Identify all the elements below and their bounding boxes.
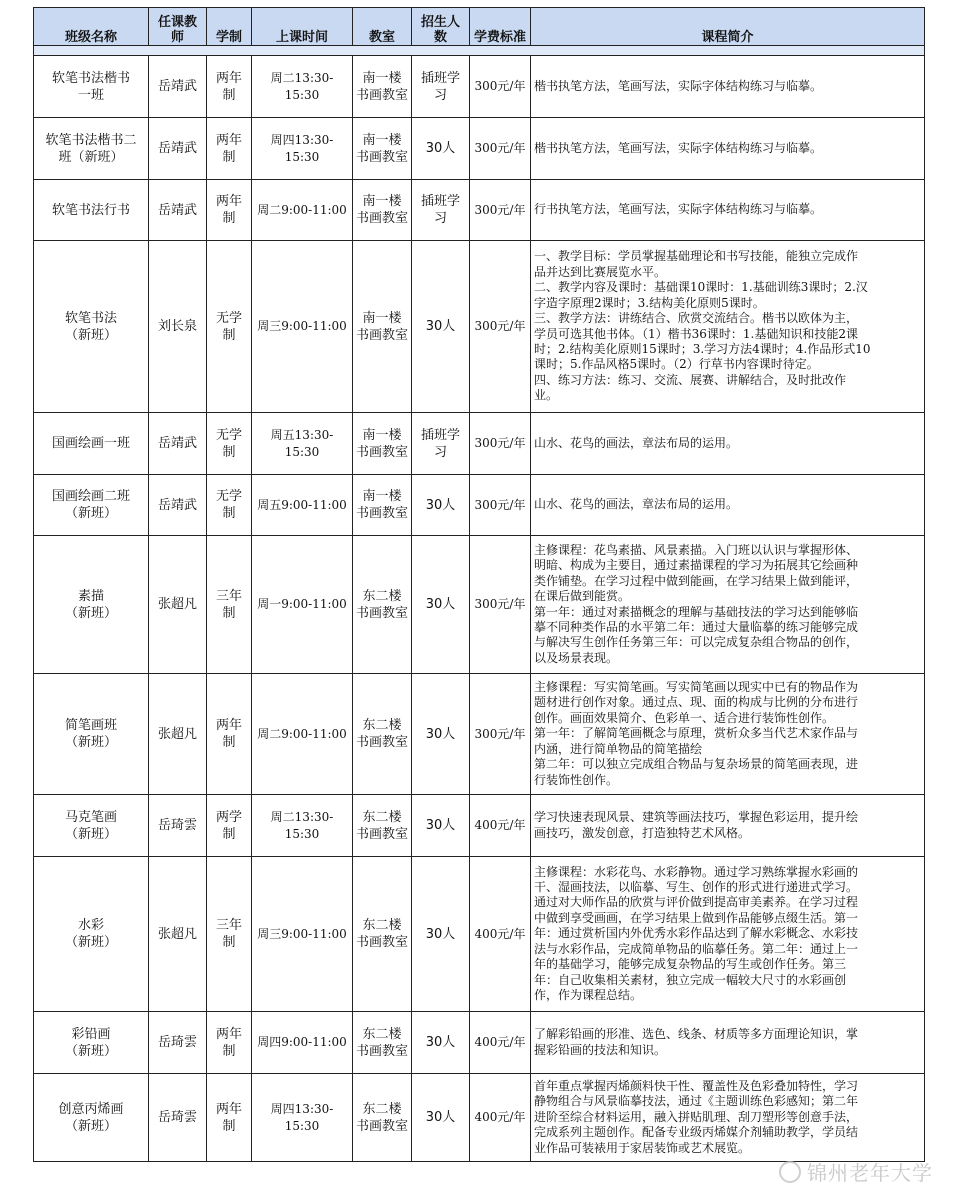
intro-cell: 主修课程：写实简笔画。写实简笔画以现实中已有的物品作为 题材进行创作对象。通过点、现、面的构成与比例的分布进行 创作。画面效果简介、色彩单一、适合进行装饰性创作。 第一年：了解简笔画概念与原理，赏析众多当代艺术家作品与 内涵，进行简单物品的简笔描绘 第二年：可以独立完成组合物品与复杂场景的简笔画表现，进 行装饰性创作。 [531,674,925,795]
system-cell: 两年制 [207,118,252,180]
teacher-cell: 岳靖武 [149,56,207,118]
class-name-cell: 素描 （新班） [34,536,149,674]
enrollment-cell: 30人 [412,1012,470,1074]
table-row [34,536,925,674]
class-name-cell: 软笔书法行书 [34,180,149,241]
header-band [34,46,925,56]
intro-cell: 行书执笔方法，笔画写法，实际字体结构练习与临摹。 [531,180,925,241]
fee-cell: 300元/年 [470,241,531,413]
system-cell: 两年制 [207,1074,252,1162]
enrollment-cell: 30人 [412,795,470,857]
time-cell: 周四9:00-11:00 [252,1012,353,1074]
enrollment-cell: 30人 [412,857,470,1012]
time-cell: 周三9:00-11:00 [252,241,353,413]
intro-cell: 主修课程：水彩花鸟、水彩静物。通过学习熟练掌握水彩画的 干、湿画技法，以临摹、写生、创作的形式进行递进式学习。 通过对大师作品的欣赏与评价做到提高审美素养。在学习过程 中做到享受画画，在学习结果上做到作品能够点缀生活。第一 年：通过赏析国内外优秀水彩作品达到了解水彩概念、水彩技 法与水彩作品，完成简单物品的临摹任务。第二年：通过上一 年的基础学习，能够完成复杂物品的写生或创作任务。第三 年：自己收集相关素材，独立完成一幅较大尺寸的水彩画创 作，作为课程总结。 [531,857,925,1012]
fee-cell: 300元/年 [470,118,531,180]
enrollment-cell: 30人 [412,241,470,413]
header-time: 上课时间 [252,8,353,46]
system-cell: 两学制 [207,795,252,857]
intro-cell: 主修课程：花鸟素描、风景素描。入门班以认识与掌握形体、 明暗、构成为主要目，通过素描课程的学习为拓展其它绘画种 类作铺垫。在学习过程中做到能画，在学习结果上做到能评， 在课后做到能赏。 第一年：通过对素描概念的理解与基础技法的学习达到能够临 摹不同种类作品的水平第二年：通过大量临摹的练习能够完成 与解决写生创作任务第三年：可以完成复杂组合物品的创作， 以及场景表现。 [531,536,925,674]
class-name-cell: 创意丙烯画 （新班） [34,1074,149,1162]
room-cell: 东二楼 书画教室 [353,1012,412,1074]
table-row [34,1012,925,1074]
enrollment-cell: 30人 [412,674,470,795]
system-cell: 无学制 [207,413,252,475]
time-cell: 周二9:00-11:00 [252,180,353,241]
system-cell: 两年制 [207,1012,252,1074]
enrollment-cell: 插班学 习 [412,413,470,475]
system-cell: 三年制 [207,536,252,674]
enrollment-cell: 插班学 习 [412,56,470,118]
header-row [34,8,925,46]
time-cell: 周五9:00-11:00 [252,475,353,536]
room-cell: 东二楼 书画教室 [353,674,412,795]
header-class-name: 班级名称 [34,8,149,46]
table-row [34,180,925,241]
fee-cell: 300元/年 [470,674,531,795]
table-row [34,674,925,795]
table-row [34,1074,925,1162]
class-name-cell: 软笔书法 （新班） [34,241,149,413]
teacher-cell: 岳琦雲 [149,795,207,857]
enrollment-cell: 30人 [412,536,470,674]
teacher-cell: 岳靖武 [149,180,207,241]
watermark-text: 锦州老年大学 [807,1161,933,1185]
time-cell: 周二9:00-11:00 [252,674,353,795]
teacher-cell: 岳靖武 [149,118,207,180]
fee-cell: 300元/年 [470,56,531,118]
room-cell: 东二楼 书画教室 [353,857,412,1012]
class-name-cell: 软笔书法楷书二 班（新班） [34,118,149,180]
time-cell: 周二13:30-15:30 [252,795,353,857]
system-cell: 两年制 [207,674,252,795]
room-cell: 东二楼 书画教室 [353,795,412,857]
fee-cell: 400元/年 [470,1012,531,1074]
system-cell: 无学制 [207,475,252,536]
class-name-cell: 彩铅画 （新班） [34,1012,149,1074]
time-cell: 周二13:30-15:30 [252,56,353,118]
intro-cell: 楷书执笔方法，笔画写法，实际字体结构练习与临摹。 [531,118,925,180]
table-row [34,795,925,857]
intro-cell: 一、教学目标：学员掌握基础理论和书写技能，能独立完成作 品并达到比赛展览水平。 二、教学内容及课时：基础课10课时：1.基础训练3课时；2.汉 字造字原理2课时；3.结构美化原则5课时。 三、教学方法：讲练结合、欣赏交流结合。楷书以欧体为主， 学员可选其他书体。（1）楷书36课时：1.基础知识和技能2课 时；2.结构美化原则15课时；3.学习方法4课时；4.作品形式10 课时；5.作品风格5课时。（2）行草书内容课时待定。 四、练习方法：练习、交流、展赛、讲解结合，及时批改作 业。 [531,241,925,413]
intro-cell: 山水、花鸟的画法，章法布局的运用。 [531,475,925,536]
class-name-cell: 水彩 （新班） [34,857,149,1012]
header-room: 教室 [353,8,412,46]
class-name-cell: 马克笔画 （新班） [34,795,149,857]
class-name-cell: 国画绘画二班 （新班） [34,475,149,536]
system-cell: 三年制 [207,857,252,1012]
intro-cell: 了解彩铅画的形准、选色、线条、材质等多方面理论知识，掌 握彩铅画的技法和知识。 [531,1012,925,1074]
enrollment-cell: 30人 [412,1074,470,1162]
fee-cell: 400元/年 [470,857,531,1012]
class-name-cell: 简笔画班 （新班） [34,674,149,795]
header-system: 学制 [207,8,252,46]
system-cell: 无学制 [207,241,252,413]
intro-cell: 山水、花鸟的画法，章法布局的运用。 [531,413,925,475]
header-enrollment: 招生人 数 [412,8,470,46]
fee-cell: 300元/年 [470,475,531,536]
room-cell: 南一楼 书画教室 [353,475,412,536]
time-cell: 周三9:00-11:00 [252,857,353,1012]
enrollment-cell: 插班学 习 [412,180,470,241]
teacher-cell: 刘长泉 [149,241,207,413]
table-body [34,56,925,1162]
table-row [34,118,925,180]
system-cell: 两年制 [207,56,252,118]
room-cell: 南一楼 书画教室 [353,56,412,118]
fee-cell: 300元/年 [470,536,531,674]
time-cell: 周四13:30-15:30 [252,1074,353,1162]
class-name-cell: 软笔书法楷书 一班 [34,56,149,118]
teacher-cell: 岳靖武 [149,475,207,536]
teacher-cell: 岳琦雲 [149,1012,207,1074]
watermark [779,1157,933,1186]
intro-cell: 楷书执笔方法，笔画写法，实际字体结构练习与临摹。 [531,56,925,118]
fee-cell: 300元/年 [470,413,531,475]
class-name-cell: 国画绘画一班 [34,413,149,475]
table-row [34,413,925,475]
time-cell: 周五13:30-15:30 [252,413,353,475]
fee-cell: 400元/年 [470,795,531,857]
header-teacher: 任课教师 [149,8,207,46]
fee-cell: 400元/年 [470,1074,531,1162]
fee-cell: 300元/年 [470,180,531,241]
wechat-logo-icon [779,1161,801,1183]
teacher-cell: 张超凡 [149,857,207,1012]
table-row [34,857,925,1012]
enrollment-cell: 30人 [412,475,470,536]
system-cell: 两年制 [207,180,252,241]
table-row [34,56,925,118]
table-row [34,475,925,536]
table-row [34,241,925,413]
intro-cell: 首年重点掌握丙烯颜料快干性、覆盖性及色彩叠加特性，学习 静物组合与风景临摹技法，通过《主题训练色彩感知；第二年 进阶至综合材料运用，融入拼贴肌理、刮刀塑形等创意手法， 完成系列主题创作。配备专业级丙烯媒介剂辅助教学，学员结 业作品可装裱用于家居装饰或艺术展览。 [531,1074,925,1162]
header-intro: 课程简介 [531,8,925,46]
intro-cell: 学习快速表现风景、建筑等画法技巧，掌握色彩运用，提升绘 画技巧，激发创意，打造独特艺术风格。 [531,795,925,857]
teacher-cell: 岳琦雲 [149,1074,207,1162]
enrollment-cell: 30人 [412,118,470,180]
teacher-cell: 张超凡 [149,674,207,795]
room-cell: 东二楼 书画教室 [353,536,412,674]
room-cell: 南一楼 书画教室 [353,413,412,475]
room-cell: 南一楼 书画教室 [353,241,412,413]
room-cell: 南一楼 书画教室 [353,118,412,180]
teacher-cell: 张超凡 [149,536,207,674]
header-fee: 学费标准 [470,8,531,46]
room-cell: 东二楼 书画教室 [353,1074,412,1162]
course-table [33,7,925,1162]
room-cell: 南一楼 书画教室 [353,180,412,241]
time-cell: 周一9:00-11:00 [252,536,353,674]
teacher-cell: 岳靖武 [149,413,207,475]
time-cell: 周四13:30-15:30 [252,118,353,180]
